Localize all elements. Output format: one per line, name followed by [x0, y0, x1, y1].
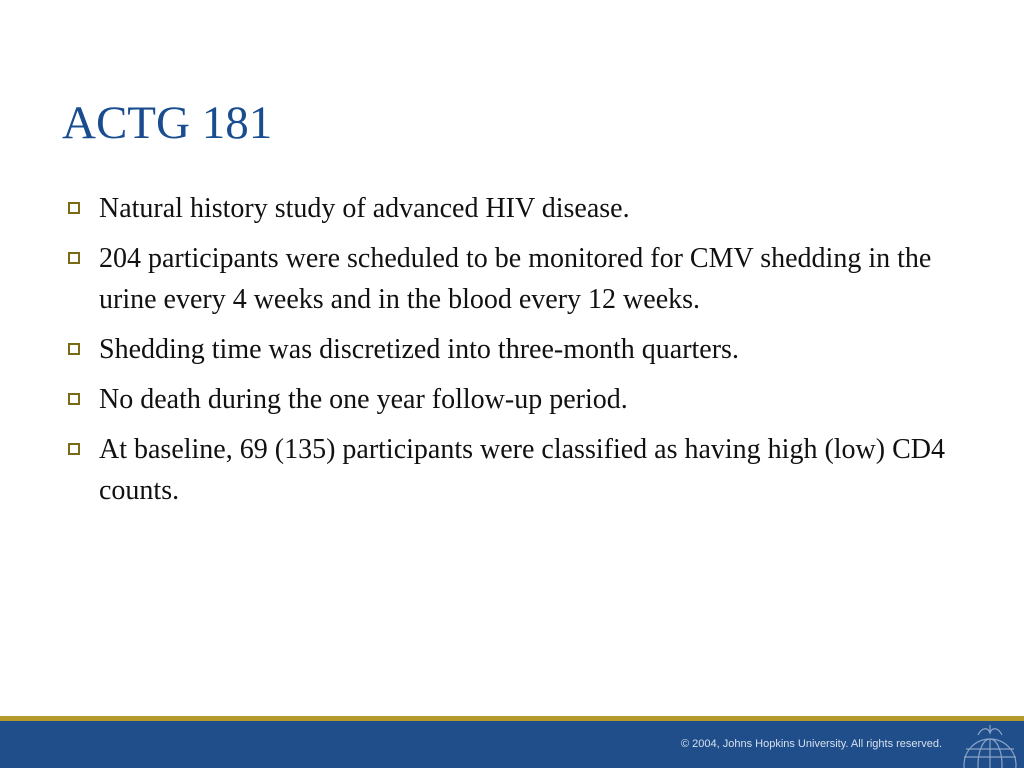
bullet-text: Shedding time was discretized into three-month quarters. [99, 334, 739, 365]
square-bullet-icon [68, 343, 80, 355]
square-bullet-icon [68, 202, 80, 214]
bullet-item [62, 188, 962, 229]
bullet-text: 204 participants were scheduled to be monitored for CMV shedding in the urine every 4 weeks and in the blood every 12 weeks. [99, 243, 932, 315]
bullet-item [62, 329, 962, 370]
square-bullet-icon [68, 252, 80, 264]
bullet-text: No death during the one year follow-up period. [99, 384, 628, 415]
square-bullet-icon [68, 393, 80, 405]
copyright-text: © 2004, Johns Hopkins University. All rights reserved. [680, 738, 942, 750]
bullet-item [62, 379, 962, 420]
university-logo-icon [954, 721, 1018, 768]
footer-bar [0, 721, 1024, 768]
square-bullet-icon [68, 443, 80, 455]
bullet-text: Natural history study of advanced HIV disease. [99, 193, 630, 224]
slide-title: ACTG 181 [62, 97, 273, 149]
bullet-list [62, 188, 962, 520]
bullet-item [62, 429, 962, 511]
bullet-item [62, 238, 962, 320]
bullet-text: At baseline, 69 (135) participants were classified as having high (low) CD4 counts. [99, 434, 946, 506]
